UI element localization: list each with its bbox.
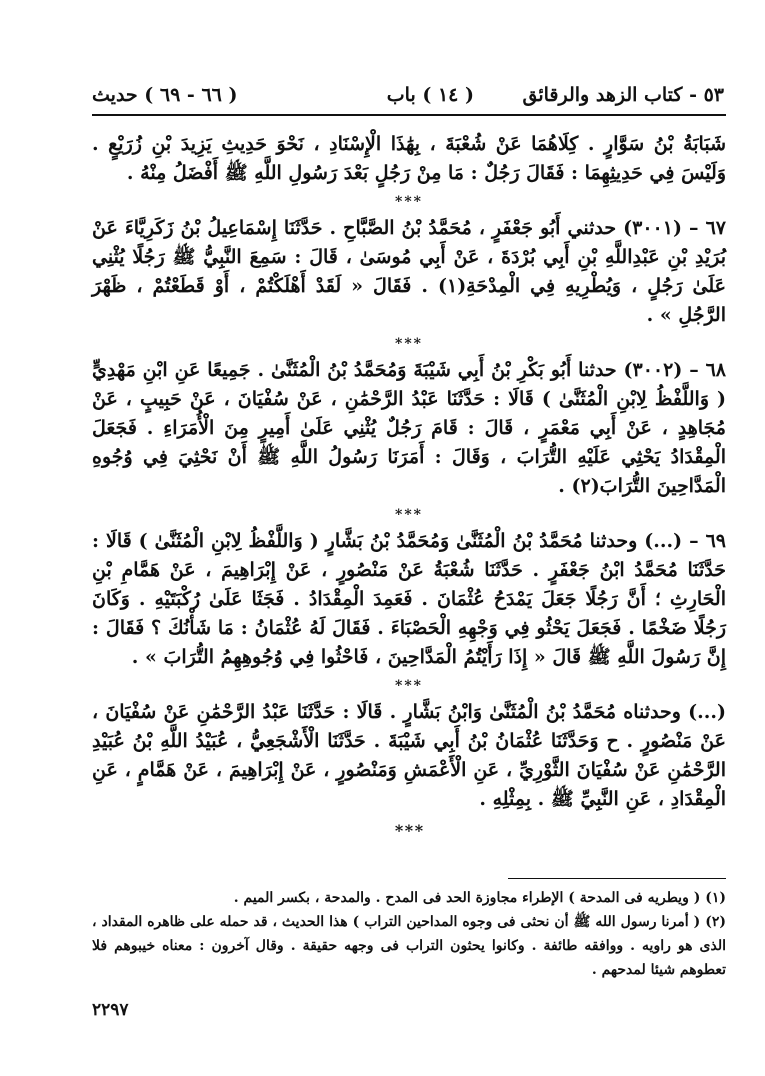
footnote-1: (١) ( ويطريه فى المدحة ) الإطراء مجاوزة الحد فى المدح . والمدحة ، بكسر الميم . <box>233 890 726 906</box>
hadith-67: ٦٧ – (٣٠٠١) حدثني أَبُو جَعْفَرٍ ، مُحَمَّدُ بْنُ الصَّبَّاحِ . حَدَّثَنَا إِسْمَاعِيلُ بْنُ زَكَرِيَّاءَ عَنْ بُرَيْدِ بْنِ عَبْدِاللَّهِ بْنِ أَبِي بُرْدَةَ ، عَنْ أَبِي مُوسَىٰ ، قَالَ : سَمِعَ النَّبِيُّ ﷺ رَجُلًا يُثْنِي عَلَىٰ رَجُلٍ ، وَيُطْرِيهِ فِي الْمِدْحَةِ(١) . فَقَالَ « لَقَدْ أَهْلَكْتُمْ ، أَوْ قَطَعْتُمْ ، ظَهْرَ الرَّجُلِ » . <box>92 217 726 326</box>
main-text <box>92 130 726 840</box>
page-number: ٢٢٩٧ <box>92 1000 129 1020</box>
separator-stars: *** <box>395 678 423 694</box>
page-header <box>92 78 724 112</box>
hadith-69: ٦٩ – (...) وحدثنا مُحَمَّدُ بْنُ الْمُثَنَّىٰ وَمُحَمَّدُ بْنُ بَشَّارٍ ( وَاللَّفْظُ لِابْنِ الْمُثَنَّىٰ ) قَالَا : حَدَّثَنَا مُحَمَّدُ ابْنُ جَعْفَرٍ . حَدَّثَنَا شُعْبَةُ عَنْ مَنْصُورٍ ، عَنْ إِبْرَاهِيمَ ، عَنْ هَمَّامِ بْنِ الْحَارِثِ ؛ أَنَّ رَجُلًا جَعَلَ يَمْدَحُ عُثْمَانَ . فَعَمِدَ الْمِقْدَادُ . فَجَثَا عَلَىٰ رُكْبَتَيْهِ . وَكَانَ رَجُلًا ضَخْمًا . فَجَعَلَ يَحْثُو فِي وَجْهِهِ الْحَصْبَاءَ . فَقَالَ لَهُ عُثْمَانُ : مَا شَأْنُكَ ؟ فَقَالَ : إِنَّ رَسُولَ اللَّهِ ﷺ قَالَ « إِذَا رَأَيْتُمُ الْمَدَّاحِينَ ، فَاحْثُوا فِي وُجُوهِهِمُ التُّرَابَ » . <box>92 530 726 668</box>
hadith-68: ٦٨ – (٣٠٠٢) حدثنا أَبُو بَكْرِ بْنُ أَبِي شَيْبَةَ وَمُحَمَّدُ بْنُ الْمُثَنَّىٰ . جَمِيعًا عَنِ ابْنِ مَهْدِيٍّ ( وَاللَّفْظُ لِابْنِ الْمُثَنَّىٰ ) قَالَا : حَدَّثَنَا عَبْدُ الرَّحْمَٰنِ ، عَنْ سُفْيَانَ ، عَنْ حَبِيبٍ ، عَنْ مُجَاهِدٍ ، عَنْ أَبِي مَعْمَرٍ ، قَالَ : قَامَ رَجُلٌ يُثْنِي عَلَىٰ أَمِيرٍ مِنَ الْأُمَرَاءِ . فَجَعَلَ الْمِقْدَادُ يَحْثِي عَلَيْهِ التُّرَابَ ، وَقَالَ : أَمَرَنَا رَسُولُ اللَّهِ ﷺ أَنْ نَحْثِيَ فِي وُجُوهِ الْمَدَّاحِينَ التُّرَابَ(٢) . <box>92 359 726 497</box>
end-ornament: * * * <box>394 821 424 840</box>
separator-stars: *** <box>395 507 423 523</box>
paragraph-continuation: شَبَابَةُ بْنُ سَوَّارٍ . كِلَاهُمَا عَنْ شُعْبَةَ ، بِهَٰذَا الْإِسْنَادِ ، نَحْوَ حَدِيثِ يَزِيدَ بْنِ زُرَيْعٍ . وَلَيْسَ فِي حَدِيثِهِمَا : فَقَالَ رَجُلٌ : مَا مِنْ رَجُلٍ بَعْدَ رَسُولِ اللَّهِ ﷺ أَفْضَلُ مِنْهُ . <box>92 133 726 184</box>
separator-stars: *** <box>395 336 423 352</box>
footnote-2: (٢) ( أمرنا رسول الله ﷺ أن نحثى فى وجوه المداحين التراب ) هذا الحديث ، قد حمله على ظاهره المقداد ، الذى هو راويه . ووافقه طائفة . وكانوا يحثون التراب فى وجهه حقيقة . وقال آخرون : معناه خيبوهم فلا تعطوهم شيئا لمدحهم . <box>92 914 726 978</box>
separator-stars: *** <box>395 194 423 210</box>
header-rule <box>92 114 726 116</box>
footnotes <box>92 886 726 982</box>
chapter-label: ( ١٤ ) باب <box>386 84 474 106</box>
hadith-69-variant: (...) وحدثناه مُحَمَّدُ بْنُ الْمُثَنَّىٰ وَابْنُ بَشَّارٍ . قَالَا : حَدَّثَنَا عَبْدُ الرَّحْمَٰنِ عَنْ سُفْيَانَ ، عَنْ مَنْصُورٍ . ح وَحَدَّثَنَا عُثْمَانُ بْنُ أَبِي شَيْبَةَ . حَدَّثَنَا الْأَشْجَعِيُّ ، عُبَيْدُ اللَّهِ بْنُ عُبَيْدِ الرَّحْمَٰنِ عَنْ سُفْيَانَ الثَّوْرِيِّ ، عَنِ الْأَعْمَشِ وَمَنْصُورٍ ، عَنْ إِبْرَاهِيمَ ، عَنْ هَمَّامٍ ، عَنِ الْمِقْدَادِ ، عَنِ النَّبِيِّ ﷺ . بِمِثْلِهِ . <box>92 701 726 810</box>
footnote-rule <box>508 878 726 879</box>
hadith-range: ( ٦٦ - ٦٩ ) حديث <box>92 84 238 106</box>
book-title: ٥٣ - كتاب الزهد والرقائق <box>522 84 724 106</box>
